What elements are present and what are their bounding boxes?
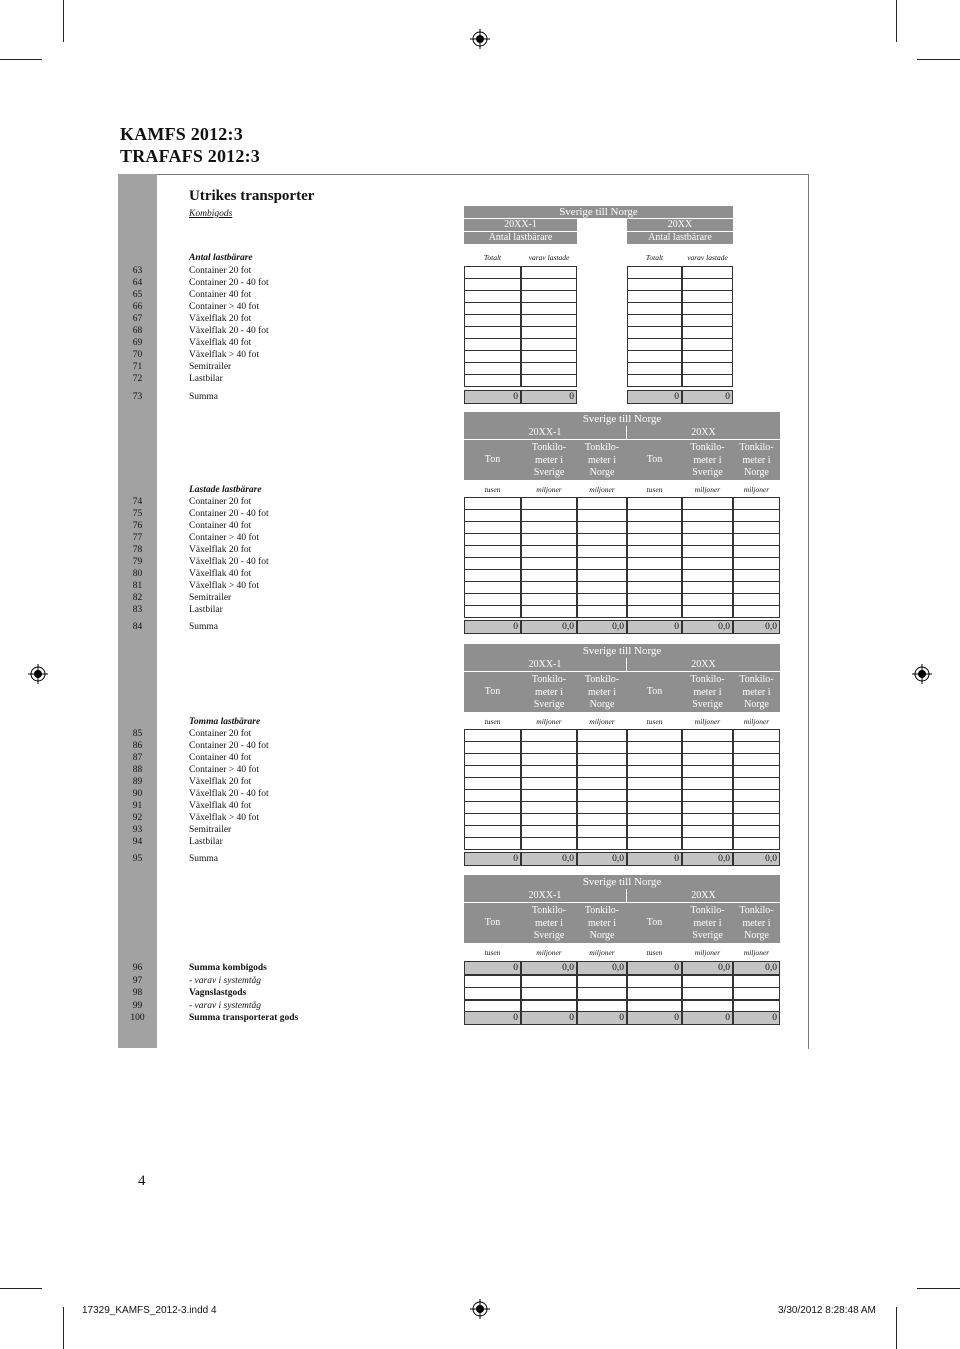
row-label: Container 20 - 40 fot (189, 509, 269, 519)
year-header: 20XX (627, 658, 780, 671)
page-title: Utrikes transporter (189, 188, 315, 204)
footer-file-info: 17329_KAMFS_2012-3.indd 4 (82, 1305, 217, 1316)
column-header (464, 674, 521, 699)
input-cell[interactable] (682, 374, 733, 387)
input-cell[interactable] (682, 837, 733, 850)
row-number: 89 (132, 777, 143, 787)
column-header-line: meter i (534, 686, 564, 698)
row-number: 74 (132, 497, 143, 507)
input-cell[interactable] (521, 987, 577, 1000)
column-header (521, 905, 577, 943)
row-number: 87 (132, 753, 143, 763)
column-header-line: meter i (693, 917, 722, 929)
column-header (521, 674, 577, 712)
row-label: Växelflak 40 fot (189, 801, 252, 811)
sum-cell: 0,0 (682, 620, 733, 634)
row-number: 77 (132, 533, 143, 543)
column-header-line: meter i (742, 686, 771, 698)
column-header-line: Sverige (692, 699, 723, 710)
row-label: Container 20 - 40 fot (189, 278, 269, 288)
row-label: Container 40 fot (189, 521, 252, 531)
row-number: 86 (132, 741, 143, 751)
row-label: Container 20 fot (189, 266, 252, 276)
sum-cell: 0 (521, 1011, 577, 1025)
sum-cell: 0 (521, 390, 577, 404)
row-number: 85 (132, 729, 143, 739)
section-title: Antal lastbärare (189, 253, 253, 263)
row-label: Växelflak 40 fot (189, 569, 252, 579)
unit-label: miljoner (743, 948, 770, 957)
column-header-line: Tonkilo- (690, 905, 725, 916)
row-number: 83 (132, 605, 143, 615)
unit-label: miljoner (589, 948, 615, 957)
column-header-line: Ton (646, 454, 663, 465)
input-cell[interactable] (577, 605, 627, 618)
column-header-line: Sverige (533, 699, 565, 710)
input-cell[interactable] (577, 837, 627, 850)
row-label: Lastbilar (189, 837, 223, 847)
unit-label: miljoner (589, 717, 615, 726)
crop-mark (896, 0, 897, 42)
input-cell[interactable] (682, 987, 733, 1000)
unit-label: tusen (646, 485, 663, 494)
row-number: 92 (132, 813, 143, 823)
sum-cell: 0 (577, 1011, 627, 1025)
unit-label: miljoner (589, 485, 615, 494)
row-number: 76 (132, 521, 143, 531)
row-number: 70 (132, 350, 143, 360)
sum-cell: 0 (682, 390, 733, 404)
page-subtitle: Kombigods (189, 209, 233, 219)
input-cell[interactable] (733, 987, 780, 1000)
row-number: 91 (132, 801, 143, 811)
row-label: Växelflak 20 fot (189, 314, 252, 324)
row-number: 98 (132, 988, 143, 998)
form-banner: Sverige till Norge (464, 206, 733, 218)
sum-cell: 0 (464, 1011, 521, 1025)
column-header-line: Tonkilo- (584, 905, 620, 916)
column-header-line: meter i (693, 686, 722, 698)
crop-mark (917, 1288, 960, 1289)
row-label: Summa (189, 392, 219, 402)
column-header (627, 905, 682, 930)
column-gap (577, 219, 627, 245)
row-label: Summa (189, 622, 219, 632)
row-label: Växelflak 20 - 40 fot (189, 557, 269, 567)
column-header-line: meter i (534, 454, 564, 466)
row-label: Växelflak 20 - 40 fot (189, 326, 269, 336)
column-header (682, 905, 733, 943)
column-header (464, 442, 521, 467)
column-header (733, 674, 780, 712)
crop-mark (0, 59, 42, 60)
sum-cell: 0 (464, 961, 521, 975)
row-label: Växelflak 20 fot (189, 545, 252, 555)
registration-mark-icon (470, 1299, 490, 1319)
column-header-line: Ton (484, 454, 501, 465)
row-number: 99 (132, 1001, 143, 1011)
sum-cell: 0,0 (733, 620, 780, 634)
row-label: Container 20 fot (189, 497, 252, 507)
row-label: Lastbilar (189, 605, 223, 615)
section-title: Lastade lastbärare (189, 485, 262, 495)
row-number: 75 (132, 509, 143, 519)
column-header-line: Tonkilo- (584, 442, 620, 453)
input-cell[interactable] (627, 987, 682, 1000)
registration-mark-icon (28, 664, 48, 684)
input-cell[interactable] (521, 374, 577, 387)
column-header (577, 442, 627, 480)
regulation-code-trafafs: TRAFAFS 2012:3 (120, 146, 260, 166)
row-number: 80 (132, 569, 143, 579)
column-header (733, 442, 780, 480)
row-number: 65 (132, 290, 143, 300)
row-number: 100 (130, 1013, 145, 1023)
row-label: Lastbilar (189, 374, 223, 384)
input-cell[interactable] (627, 605, 682, 618)
row-number: 73 (132, 392, 143, 402)
year-header: 20XX-1 (464, 219, 577, 231)
column-header-line: meter i (587, 917, 617, 929)
row-label: Container 20 fot (189, 729, 252, 739)
column-header-line: meter i (587, 686, 617, 698)
page-number: 4 (138, 1173, 146, 1189)
year-sublabel: Antal lastbärare (464, 232, 577, 244)
sum-cell: 0,0 (577, 961, 627, 975)
column-header (464, 905, 521, 930)
sum-cell: 0 (682, 1011, 733, 1025)
column-header-line: Norge (589, 930, 615, 941)
crop-mark (63, 0, 64, 42)
sum-cell: 0 (627, 390, 682, 404)
row-number: 78 (132, 545, 143, 555)
row-label: Summa (189, 854, 219, 864)
column-header-line: Norge (744, 699, 769, 710)
column-header-line: meter i (693, 454, 722, 466)
input-cell[interactable] (521, 837, 577, 850)
column-header-line: Ton (484, 686, 501, 697)
regulation-code-kamfs: KAMFS 2012:3 (120, 124, 243, 144)
row-label: Container > 40 fot (189, 302, 259, 312)
row-number: 72 (132, 374, 143, 384)
sum-cell: 0 (627, 1011, 682, 1025)
row-number: 63 (132, 266, 143, 276)
row-label: Container > 40 fot (189, 765, 259, 775)
unit-label: miljoner (694, 485, 721, 494)
unit-label: tusen (646, 717, 663, 726)
year-header: 20XX-1 (464, 889, 626, 902)
sum-cell: 0,0 (521, 852, 577, 866)
column-header-line: Tonkilo- (690, 674, 725, 685)
row-number: 67 (132, 314, 143, 324)
sum-cell: 0,0 (577, 852, 627, 866)
year-header: 20XX (627, 426, 780, 439)
row-label: - varav i systemtåg (189, 1001, 262, 1011)
form-banner: Sverige till Norge (464, 644, 780, 658)
sum-cell: 0,0 (733, 852, 780, 866)
crop-mark (917, 59, 960, 60)
year-header: 20XX (627, 889, 780, 902)
input-cell[interactable] (464, 605, 521, 618)
row-label: Semitrailer (189, 362, 232, 372)
row-number: 64 (132, 278, 143, 288)
row-label: Semitrailer (189, 593, 232, 603)
column-header-line: meter i (587, 454, 617, 466)
input-cell[interactable] (627, 837, 682, 850)
row-number: 71 (132, 362, 143, 372)
row-label: Växelflak > 40 fot (189, 813, 259, 823)
column-header (733, 905, 780, 943)
year-header: 20XX-1 (464, 426, 626, 439)
row-label: Container 40 fot (189, 753, 252, 763)
input-cell[interactable] (733, 837, 780, 850)
column-header-line: Tonkilo- (531, 674, 567, 685)
year-sublabel: Antal lastbärare (627, 232, 733, 244)
column-header (627, 442, 682, 467)
column-header-line: meter i (742, 454, 771, 466)
unit-label: miljoner (536, 948, 562, 957)
crop-mark (0, 1288, 42, 1289)
row-number: 93 (132, 825, 143, 835)
column-header-line: meter i (742, 917, 771, 929)
row-label: Växelflak 40 fot (189, 338, 252, 348)
unit-label: miljoner (536, 485, 562, 494)
sum-cell: 0 (464, 390, 521, 404)
input-cell[interactable] (521, 605, 577, 618)
row-label: Container 20 - 40 fot (189, 741, 269, 751)
row-label: Container 40 fot (189, 290, 252, 300)
column-header-line: Sverige (533, 467, 565, 478)
sum-cell: 0,0 (521, 961, 577, 975)
row-label: Växelflak > 40 fot (189, 581, 259, 591)
row-number: 82 (132, 593, 143, 603)
input-cell[interactable] (627, 374, 682, 387)
sum-cell: 0 (464, 852, 521, 866)
form-banner: Sverige till Norge (464, 875, 780, 889)
column-header-line: Ton (646, 917, 663, 928)
column-header-line: Sverige (692, 930, 723, 941)
column-header (577, 905, 627, 943)
row-label: - varav i systemtåg (189, 976, 262, 986)
form-banner: Sverige till Norge (464, 412, 780, 426)
column-header-line: Tonkilo- (584, 674, 620, 685)
row-number: 79 (132, 557, 143, 567)
row-label: Växelflak 20 - 40 fot (189, 789, 269, 799)
sum-cell: 0 (733, 1011, 780, 1025)
column-header (521, 442, 577, 480)
column-header-line: Norge (744, 467, 769, 478)
row-number: 95 (132, 854, 143, 864)
sum-cell: 0,0 (682, 852, 733, 866)
row-label: Växelflak > 40 fot (189, 350, 259, 360)
input-cell[interactable] (733, 605, 780, 618)
crop-mark (896, 1307, 897, 1349)
column-header-line: Tonkilo- (690, 442, 725, 453)
row-label: Semitrailer (189, 825, 232, 835)
input-cell[interactable] (464, 987, 521, 1000)
column-header-line: Tonkilo- (531, 905, 567, 916)
row-label: Summa kombigods (189, 963, 267, 973)
registration-mark-icon (470, 29, 490, 49)
unit-label: miljoner (694, 948, 721, 957)
unit-label: tusen (484, 485, 501, 494)
column-header (682, 442, 733, 480)
column-header-line: meter i (534, 917, 564, 929)
row-label: Container > 40 fot (189, 533, 259, 543)
row-number: 94 (132, 837, 143, 847)
unit-label: tusen (646, 948, 663, 957)
row-number: 69 (132, 338, 143, 348)
sum-cell: 0,0 (733, 961, 780, 975)
row-label: Vagnslastgods (189, 988, 247, 998)
sum-cell: 0 (627, 961, 682, 975)
unit-label: miljoner (743, 717, 770, 726)
column-header-line: Tonkilo- (531, 442, 567, 453)
unit-label: tusen (484, 717, 501, 726)
unit-label: tusen (484, 948, 501, 957)
column-header-line: Sverige (533, 930, 565, 941)
unit-label: miljoner (536, 717, 562, 726)
column-label: Totalt (645, 253, 664, 262)
row-number: 96 (132, 963, 143, 973)
sum-cell: 0 (627, 620, 682, 634)
row-label: Växelflak 20 fot (189, 777, 252, 787)
sum-cell: 0 (464, 620, 521, 634)
footer-timestamp: 3/30/2012 8:28:48 AM (778, 1305, 876, 1316)
sum-cell: 0,0 (521, 620, 577, 634)
column-header-line: Ton (484, 917, 501, 928)
year-header: 20XX-1 (464, 658, 626, 671)
column-header (682, 674, 733, 712)
section-title: Tomma lastbärare (189, 717, 261, 727)
column-header (577, 674, 627, 712)
column-header-line: Tonkilo- (739, 674, 774, 685)
column-header-line: Ton (646, 686, 663, 697)
row-number: 81 (132, 581, 143, 591)
crop-mark (63, 1307, 64, 1349)
column-header-line: Tonkilo- (739, 442, 774, 453)
column-label: varav lastade (687, 253, 728, 262)
column-header-line: Tonkilo- (739, 905, 774, 916)
sum-cell: 0 (627, 852, 682, 866)
column-header (627, 674, 682, 699)
column-label: Totalt (483, 253, 502, 262)
input-cell[interactable] (464, 374, 521, 387)
registration-mark-icon (912, 664, 932, 684)
row-number: 88 (132, 765, 143, 775)
column-header-line: Sverige (692, 467, 723, 478)
row-label: Summa transporterat gods (189, 1013, 299, 1023)
column-header-line: Norge (589, 699, 615, 710)
row-number: 90 (132, 789, 143, 799)
row-number: 97 (132, 976, 143, 986)
input-cell[interactable] (682, 605, 733, 618)
column-header-line: Norge (589, 467, 615, 478)
input-cell[interactable] (577, 987, 627, 1000)
column-header-line: Norge (744, 930, 769, 941)
sum-cell: 0,0 (682, 961, 733, 975)
unit-label: miljoner (743, 485, 770, 494)
column-label: varav lastade (528, 253, 570, 262)
sum-cell: 0,0 (577, 620, 627, 634)
input-cell[interactable] (464, 837, 521, 850)
row-number: 68 (132, 326, 143, 336)
unit-label: miljoner (694, 717, 721, 726)
row-number: 84 (132, 622, 143, 632)
year-header: 20XX (627, 219, 733, 231)
row-number: 66 (132, 302, 143, 312)
